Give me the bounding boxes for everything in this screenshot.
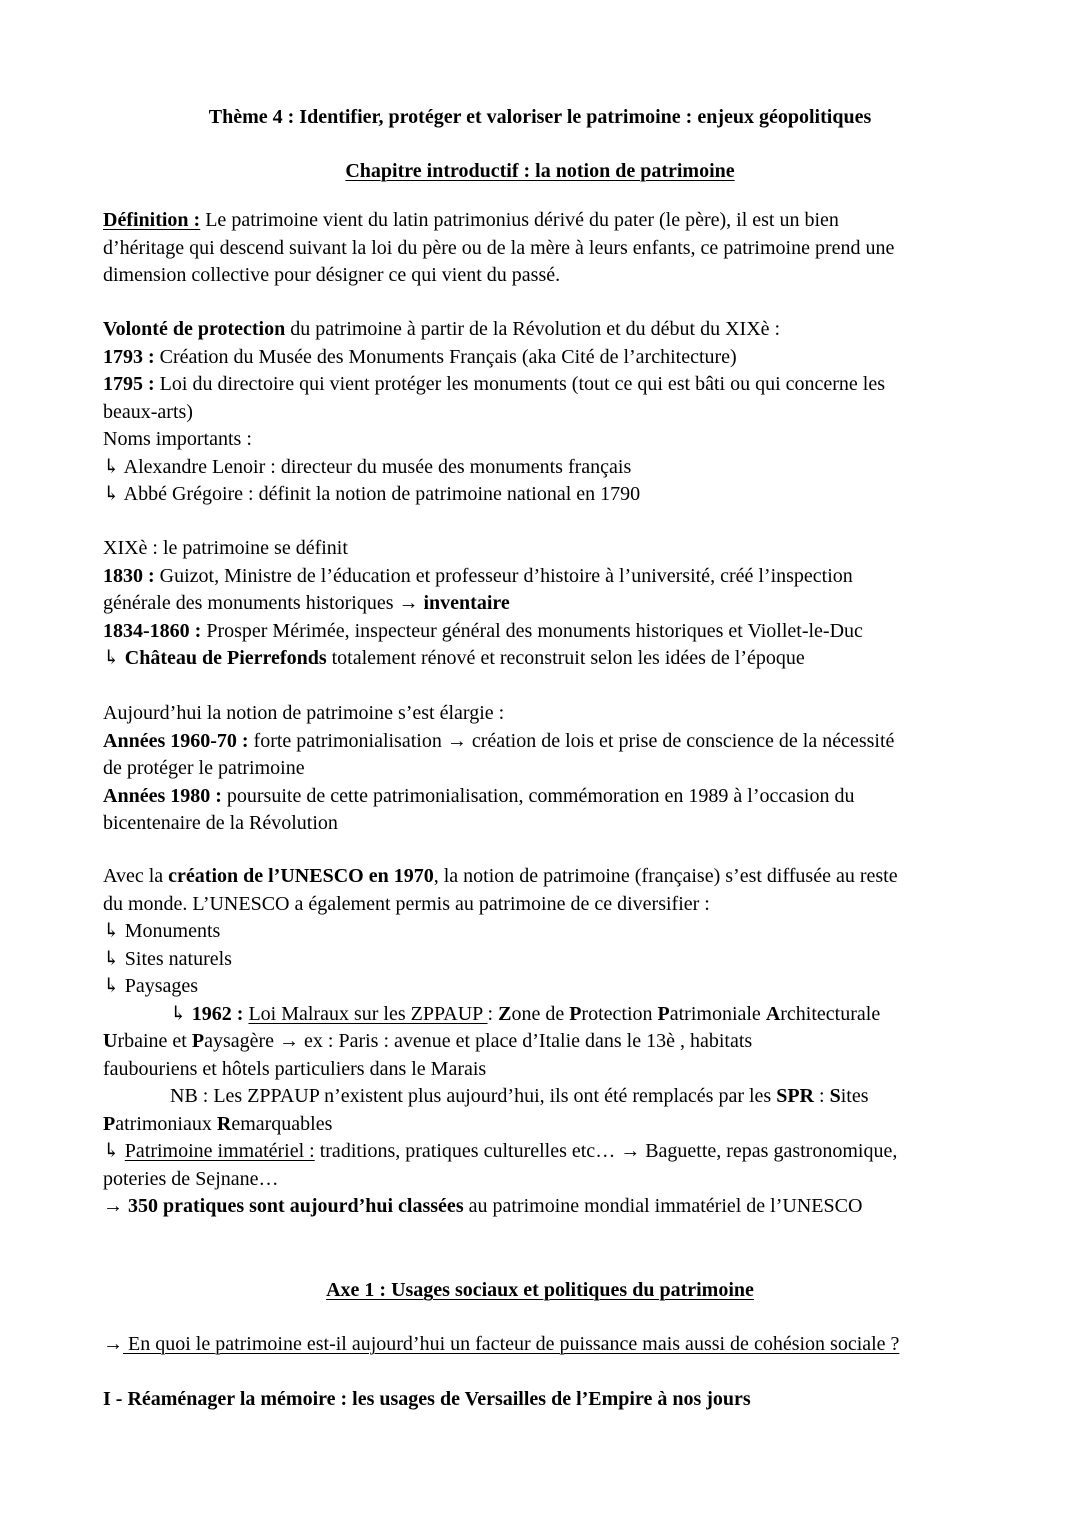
event-date: Années 1960-70 : <box>103 729 249 752</box>
body-text: one de <box>511 1002 570 1025</box>
chapter-title: Chapitre introductif : la notion de patrimoine <box>345 160 735 182</box>
nb-continuation <box>103 1111 977 1139</box>
bold-term: SPR <box>776 1085 815 1107</box>
body-text: Création du Musée des Monuments Français (aka Cité de l’architecture) <box>154 345 737 368</box>
event-1795-continuation: beaux-arts) <box>103 400 193 423</box>
acronym-letter: R <box>216 1112 232 1135</box>
question-text: En quoi le patrimoine est-il aujourd’hui un facteur de puissance mais aussi de cohésion sociale ? <box>123 1333 900 1355</box>
body-text: aysagère → ex : Paris : avenue et place d’Italie dans le 13è , habitats <box>204 1030 753 1052</box>
arrow-icon: → <box>103 1333 123 1355</box>
body-text: du patrimoine à partir de la Révolution et du début du XIXè : <box>285 318 781 340</box>
nineteenth-intro-line: XIXè : le patrimoine se définit <box>103 537 348 559</box>
intangible-count-line <box>103 1193 977 1221</box>
body-text: rchitecturale <box>780 1002 881 1025</box>
name-item-gregoire: ↳ Abbé Grégoire : définit la notion de patrimoine national en 1790 <box>103 483 641 505</box>
body-text: Avec la <box>103 865 169 887</box>
body-text: NB : Les ZPPAUP n’existent plus aujourd’hui, ils ont été remplacés par les <box>170 1085 777 1107</box>
nineteenth-century-paragraph <box>103 535 977 673</box>
event-1795-line <box>103 371 977 399</box>
law-name: Loi Malraux sur les ZPPAUP <box>248 1002 488 1025</box>
body-text: ites <box>840 1085 869 1107</box>
pierrefonds-line <box>103 645 977 673</box>
today-intro-line: Aujourd’hui la notion de patrimoine s’est élargie : <box>103 702 505 724</box>
body-text: rotection <box>581 1002 658 1025</box>
body-text: totalement rénové et reconstruit selon les idées de l’époque <box>326 647 805 669</box>
acronym-letter: P <box>103 1112 116 1135</box>
body-text: emarquables <box>231 1112 333 1135</box>
body-text: poursuite de cette patrimonialisation, commémoration en 1989 à l’occasion du <box>221 784 855 807</box>
acronym-letter: A <box>765 1002 781 1025</box>
theme-title: Thème 4 : Identifier, protéger et valoriser le patrimoine : enjeux géopolitiques <box>208 106 872 128</box>
category-item-paysages: ↳ Paysages <box>103 975 199 997</box>
arrow-icon: → <box>103 1195 128 1217</box>
bold-term: inventaire <box>423 592 510 614</box>
zppaup-continuation: faubouriens et hôtels particuliers dans le Marais <box>103 1057 487 1080</box>
unesco-paragraph <box>103 863 977 1221</box>
definition-line: d’héritage qui descend suivant la loi du père ou de la mère à leurs enfants, ce patrimoine prend une <box>103 236 895 259</box>
body-text: traditions, pratiques culturelles etc… → Baguette, repas gastronomique, <box>314 1140 898 1162</box>
problem-question <box>103 1331 977 1359</box>
acronym-letter: S <box>829 1085 841 1107</box>
event-date: 1834-1860 : <box>103 619 202 642</box>
acronym-letter: P <box>657 1002 670 1025</box>
intangible-line <box>103 1138 977 1166</box>
body-text: au patrimoine mondial immatériel de l’UNESCO <box>463 1195 863 1217</box>
axis-heading <box>0 1277 1080 1305</box>
event-1793-line <box>103 344 977 372</box>
unesco-line <box>103 863 977 891</box>
definition-text: Le patrimoine vient du latin patrimonius dérivé du pater (le père), il est un bien <box>200 209 839 231</box>
bold-term: Château de Pierrefonds <box>124 647 327 669</box>
protection-intro-line <box>103 316 977 344</box>
today-paragraph <box>103 700 977 838</box>
category-item-monuments: ↳ Monuments <box>103 920 221 942</box>
protection-paragraph <box>103 316 977 509</box>
years-1980-line <box>103 783 977 811</box>
zppaup-line <box>103 1001 977 1029</box>
body-text: générale des monuments historiques → <box>103 592 424 614</box>
axis-title: Axe 1 : Usages sociaux et politiques du patrimoine <box>326 1279 754 1301</box>
body-text: , la notion de patrimoine (française) s’est diffusée au reste <box>433 865 898 887</box>
bold-term: création de l’UNESCO en 1970 <box>168 865 434 887</box>
zppaup-continuation <box>103 1028 977 1056</box>
intangible-continuation: poteries de Sejnane… <box>103 1167 279 1190</box>
years-1960-line <box>103 728 977 756</box>
chapter-heading <box>0 158 1080 186</box>
event-date: 1962 : <box>191 1002 249 1025</box>
section-heading: I - Réaménager la mémoire : les usages de Versailles de l’Empire à nos jours <box>103 1388 751 1410</box>
event-date: Années 1980 : <box>103 784 222 807</box>
sub-arrow-icon: ↳ <box>170 1002 192 1025</box>
acronym-letter: U <box>103 1030 118 1052</box>
body-text: : <box>487 1002 499 1025</box>
event-date: 1830 : <box>103 564 155 587</box>
definition-line <box>103 207 977 235</box>
acronym-letter: P <box>191 1030 205 1052</box>
definition-label: Définition : <box>103 209 201 231</box>
definition-line: dimension collective pour désigner ce qui vient du passé. <box>103 264 561 286</box>
body-text: Guizot, Ministre de l’éducation et professeur d’histoire à l’université, créé l’inspection <box>154 564 853 587</box>
definition-paragraph <box>103 207 977 290</box>
body-text: : <box>814 1085 830 1107</box>
nb-line <box>103 1083 977 1111</box>
body-text: Loi du directoire qui vient protéger les monuments (tout ce qui est bâti ou qui concerne les <box>154 373 886 395</box>
body-text: Prosper Mérimée, inspecteur général des monuments historiques et Viollet-le-Duc <box>201 619 863 642</box>
body-text: forte patrimonialisation → création de lois et prise de conscience de la nécessité <box>248 729 895 752</box>
acronym-letter: P <box>569 1002 582 1025</box>
body-text: atrimoniaux <box>115 1112 217 1135</box>
acronym-letter: Z <box>498 1002 512 1025</box>
sub-arrow-icon: ↳ <box>103 1140 125 1162</box>
bold-term: Volonté de protection <box>103 318 286 340</box>
event-date: 1795 : <box>103 373 155 395</box>
body-text: atrimoniale <box>669 1002 766 1025</box>
unesco-line: du monde. L’UNESCO a également permis au patrimoine de ce diversifier : <box>103 892 710 915</box>
event-1830-continuation <box>103 590 977 618</box>
years-1980-continuation: bicentenaire de la Révolution <box>103 812 338 834</box>
body-text: rbaine et <box>117 1030 192 1052</box>
event-1830-line <box>103 563 977 591</box>
bold-term: 350 pratiques sont aujourd’hui classées <box>128 1195 464 1217</box>
underlined-term: Patrimoine immatériel : <box>124 1140 315 1162</box>
event-1834-line <box>103 618 977 646</box>
sub-arrow-icon: ↳ <box>103 647 125 669</box>
name-item-lenoir: ↳ Alexandre Lenoir : directeur du musée des monuments français <box>103 455 632 478</box>
years-1960-continuation: de protéger le patrimoine <box>103 757 305 779</box>
event-date: 1793 : <box>103 345 155 368</box>
names-label: Noms importants : <box>103 428 252 450</box>
category-item-sites: ↳ Sites naturels <box>103 947 232 970</box>
